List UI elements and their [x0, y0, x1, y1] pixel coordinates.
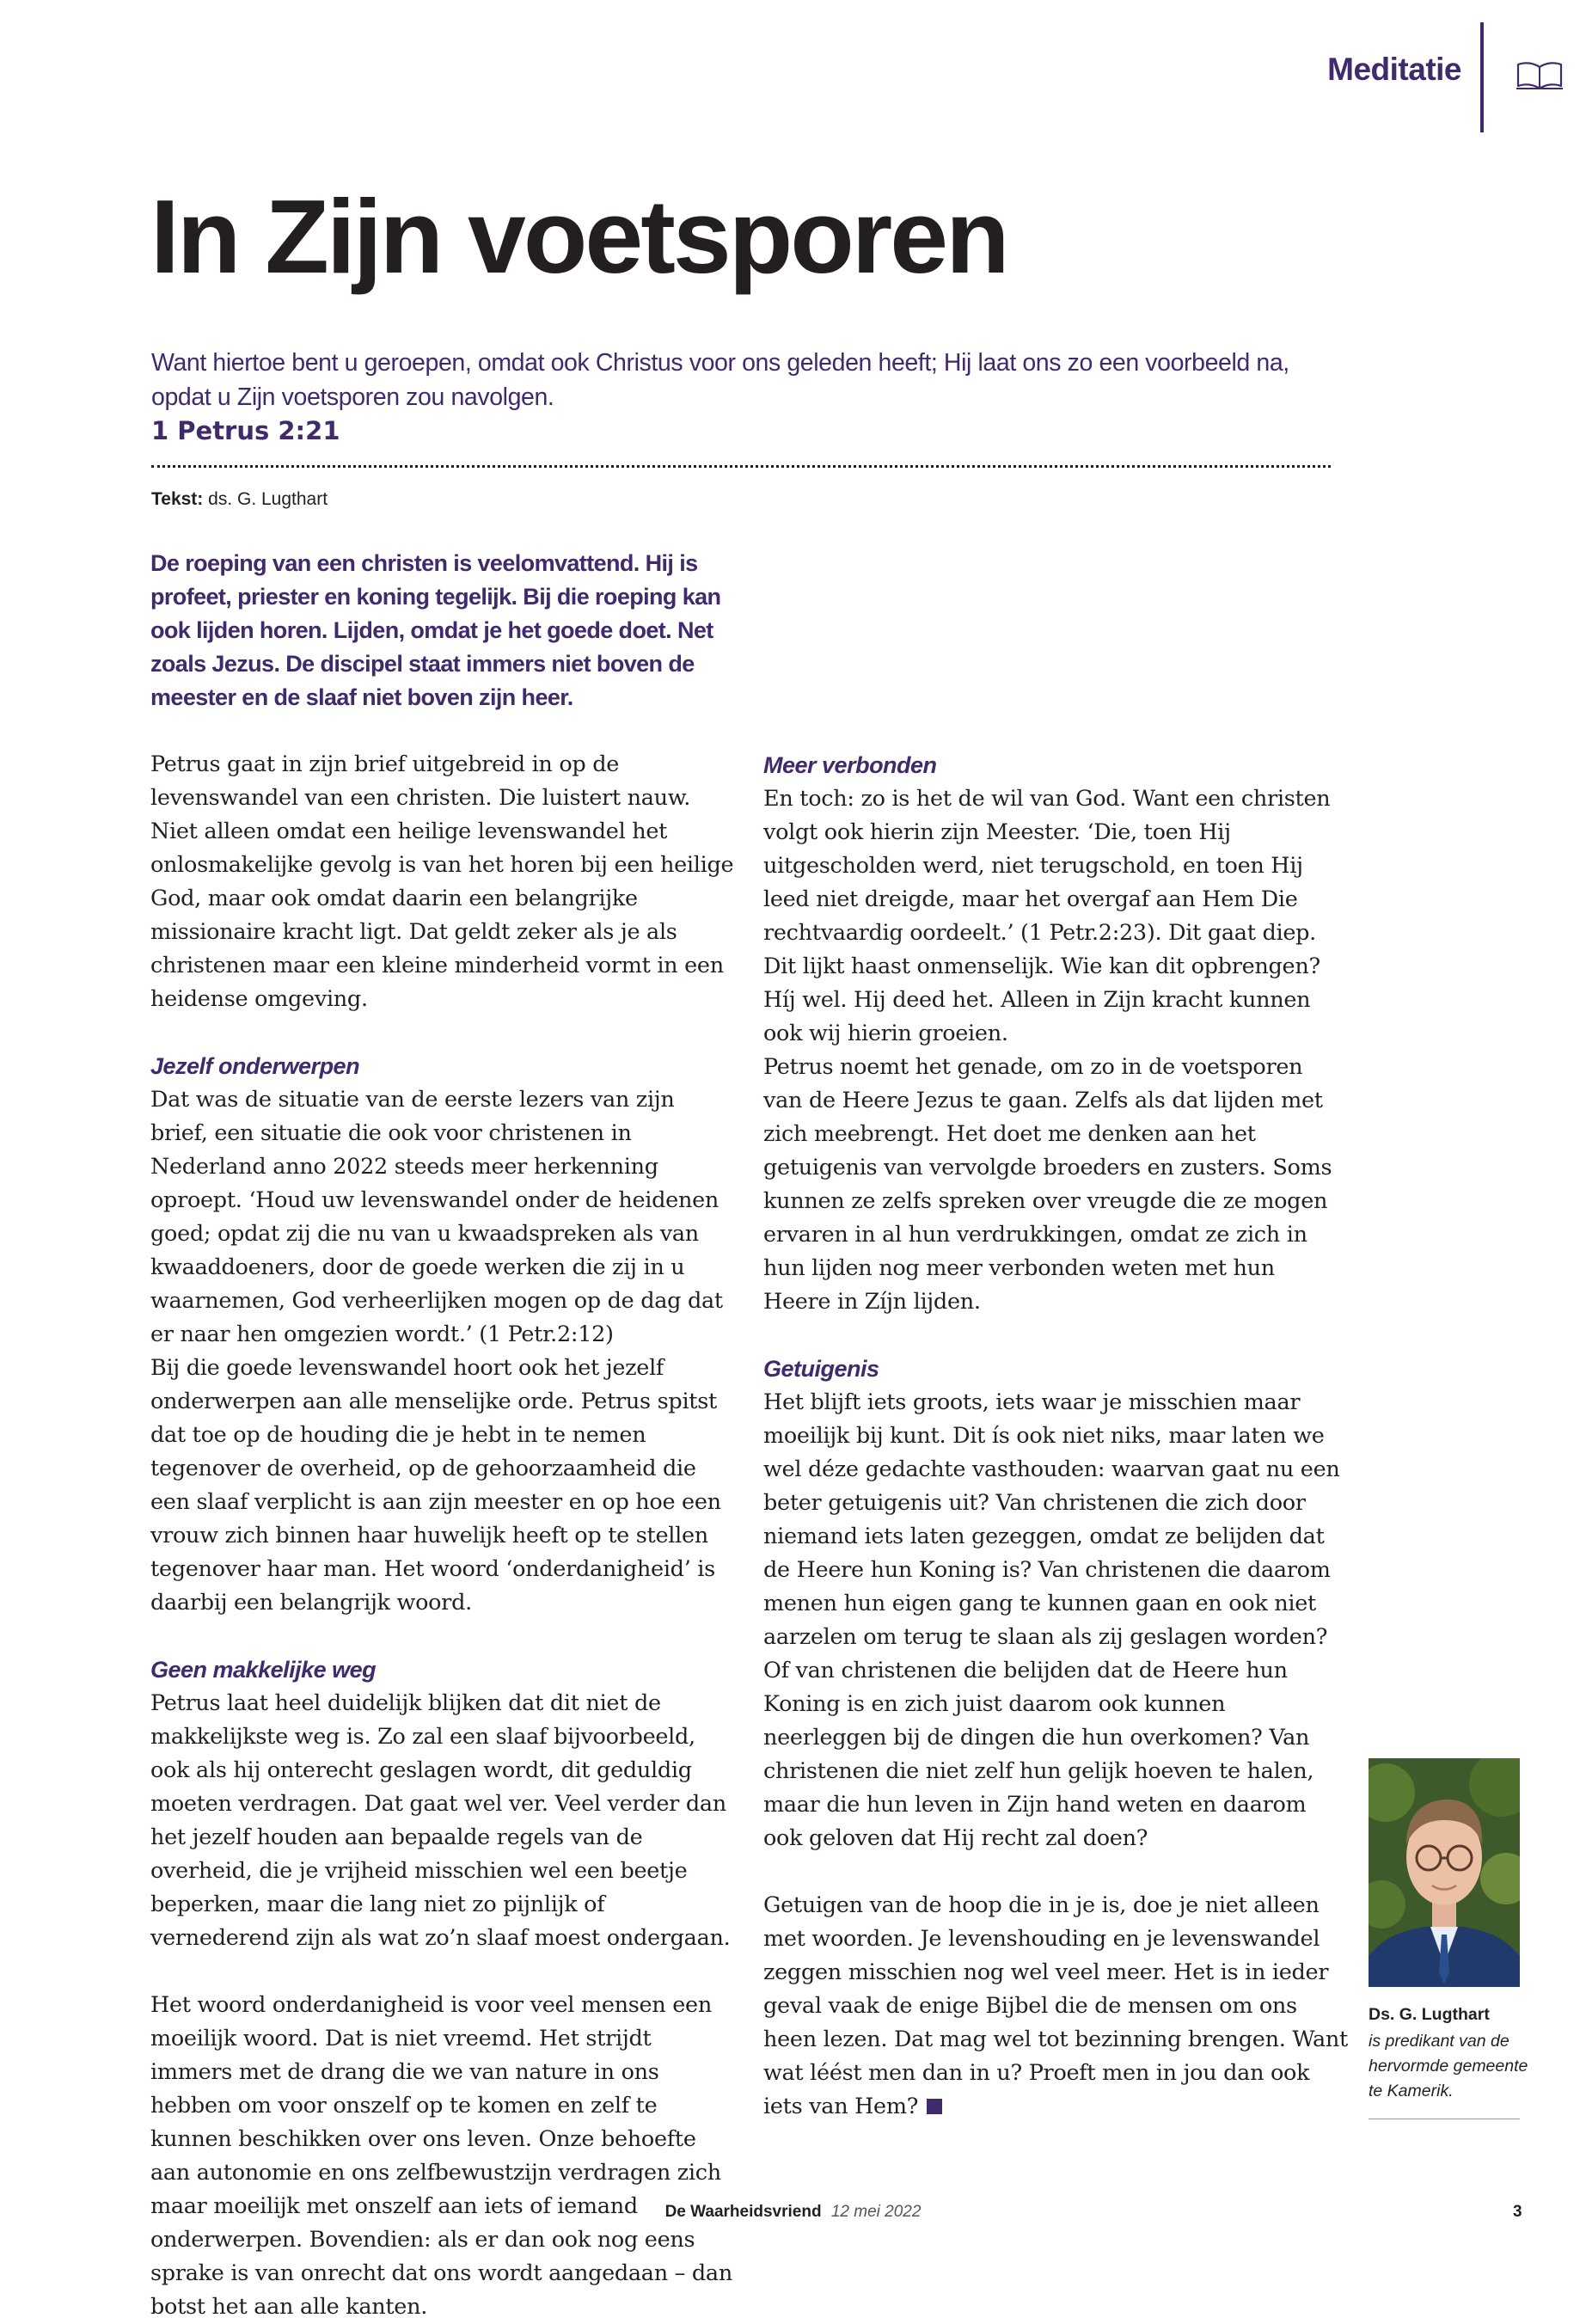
article-title: In Zijn voetsporen	[150, 178, 1007, 295]
subheading-getuigenis: Getuigenis	[763, 1356, 879, 1382]
column-left	[150, 547, 735, 2324]
body-paragraph: Petrus gaat in zijn brief uitgebreid in op de levenswandel van een christen. Die luistert nauw. Niet alleen omdat een heilige levenswandel het onlosmakelijke gevolg is van het horen bij een heilige God, maar ook omdat daarin een belangrijke missionaire kracht ligt. Dat geldt zeker als je als christenen maar een kleine minderheid vormt in een heidense omgeving.	[150, 751, 734, 1012]
byline-label: Tekst:	[151, 489, 204, 509]
bible-quote: Want hiertoe bent u geroepen, omdat ook Christus voor ons geleden heeft; Hij laat ons zo een voorbeeld na, opdat u Zijn voetsporen zou navolgen.	[151, 349, 1289, 411]
body-paragraph: Petrus noemt het genade, om zo in de voetsporen van de Heere Jezus te gaan. Zelfs als dat lijden met zich meebrengt. Het doet me denken aan het getuigenis van vervolgde broeders en zusters. Soms kunnen ze zelfs spreken over vreugde die ze mogen ervaren in al hun verdrukkingen, omdat ze zich in hun lijden nog meer verbonden weten met hun Heere in Zíjn lijden.	[763, 1054, 1332, 1315]
page-number: 3	[1513, 2203, 1522, 2221]
byline	[151, 489, 328, 510]
author-name: Ds. G. Lugthart	[1369, 2005, 1490, 2024]
lead-paragraph: De roeping van een christen is veelomvattend. Hij is profeet, priester en koning tegelijk. Bij die roeping kan ook lijden horen. Lijden, omdat je het goede doet. Net zoals Jezus. De discipel staat immers niet boven de meester en de slaaf niet boven zijn heer.	[150, 550, 721, 710]
end-mark	[927, 2099, 942, 2114]
subheading-jezelf-onderwerpen: Jezelf onderwerpen	[150, 1053, 360, 1079]
author-photo	[1369, 1758, 1520, 1987]
body-paragraph: Het woord onderdanigheid is voor veel mensen een moeilijk woord. Dat is niet vreemd. Het strijdt immers met de drang die we van nature in ons hebben om voor onszelf op te komen en zelf te kunnen beschikken over ons leven. Onze behoefte aan autonomie en ons zelfbewustzijn verdragen zich maar moeilijk met onszelf aan iets of iemand onderwerpen. Bovendien: als er dan ook nog eens sprake is van onrecht dat ons wordt aangedaan – dan botst het aan alle kanten.	[150, 1992, 732, 2320]
body-paragraph: Het blijft iets groots, iets waar je misschien maar moeilijk bij kunt. Dit ís ook niet niks, maar laten we wel déze gedachte vasthouden: waarvan gaat nu een beter getuigenis uit? Van christenen die zich door niemand iets laten gezeggen, omdat ze belijden dat de Heere hun Koning is? Van christenen die daarom menen hun eigen gang te kunnen gaan en ook niet aarzelen om terug te slaan als zij geslagen worden? Of van christenen die belijden dat de Heere hun Koning is en zich juist daarom ook kunnen neerleggen bij de dingen die hun overkomen? Van christenen die niet zelf hun gelijk hoeven te halen, maar die hun leven in Zijn hand weten en daarom ook geloven dat Hij recht zal doen?	[763, 1389, 1340, 1851]
page-footer	[0, 2203, 1586, 2222]
body-paragraph: En toch: zo is het de wil van God. Want een christen volgt ook hierin zijn Meester. ‘Die, toen Hij uitgescholden werd, niet terugschold, en toen Hij leed niet dreigde, maar het overgaf aan Hem Die rechtvaardig oordeelt.’ (1 Petr.2:23). Dit gaat diep. Dit lijkt haast onmenselijk. Wie kan dit opbrengen? Híj wel. Hij deed het. Alleen in Zijn kracht kunnen ook wij hierin groeien.	[763, 786, 1331, 1046]
body-paragraph: Petrus laat heel duidelijk blijken dat dit niet de makkelijkste weg is. Zo zal een slaaf bijvoorbeeld, ook als hij onterecht geslagen wordt, dit geduldig moeten verdragen. Dat gaat wel ver. Veel verder dan het jezelf houden aan bepaalde regels van de overheid, die je vrijheid misschien wel een beetje beperken, maar die lang niet zo pijnlijk of vernederend zijn als wat zo’n slaaf moest ondergaan.	[150, 1690, 731, 1951]
byline-author: ds. G. Lugthart	[208, 489, 328, 509]
body-paragraph: Bij die goede levenswandel hoort ook het jezelf onderwerpen aan alle menselijke orde. Petrus spitst dat toe op de houding die je hebt in te nemen tegenover de overheid, op de gehoorzaamheid die een slaaf verplicht is aan zijn meester en op hoe een vrouw zich binnen haar huwelijk heeft op te stellen tegenover haar man. Het woord ‘onderdanigheid’ is daarbij een belangrijk woord.	[150, 1355, 721, 1616]
section-divider	[1480, 22, 1484, 132]
closing-paragraph	[763, 1889, 1348, 2124]
subheading-meer-verbonden: Meer verbonden	[763, 752, 937, 778]
section-label: Meditatie	[1327, 52, 1461, 87]
open-book-icon	[1515, 60, 1565, 91]
body-paragraph: Dat was de situatie van de eerste lezers van zijn brief, een situatie die ook voor christenen in Nederland anno 2022 steeds meer herkenning oproept. ‘Houd uw levenswandel onder de heidenen goed; opdat zij die nu van u kwaadspreken als van kwaaddoeners, door de goede werken die zij in u waarnemen, God verheerlijken mogen op de dag dat er naar hen omgezien wordt.’ (1 Petr.2:12)	[150, 1087, 723, 1347]
bible-reference: 1 Petrus 2:21	[151, 416, 340, 445]
dotted-divider	[151, 465, 1331, 468]
body-paragraph-text: Getuigen van de hoop die in je is, doe je niet alleen met woorden. Je levenshouding en je levenswandel zeggen misschien nog wel veel meer. Het is in ieder geval vaak de enige Bijbel die de mensen om ons heen lezen. Dat mag wel tot bezinning brengen. Want wat léést men dan in u? Proeft men in jou dan ook iets van Hem?	[763, 1892, 1348, 2119]
publication-name: De Waarheidsvriend	[664, 2203, 822, 2221]
publication-date: 12 mei 2022	[830, 2203, 922, 2221]
column-right	[763, 547, 1348, 2124]
author-bio: is predikant van de hervormde gemeente te Kamerik.	[1369, 2032, 1528, 2100]
subheading-geen-makkelijke-weg: Geen makkelijke weg	[150, 1657, 377, 1683]
